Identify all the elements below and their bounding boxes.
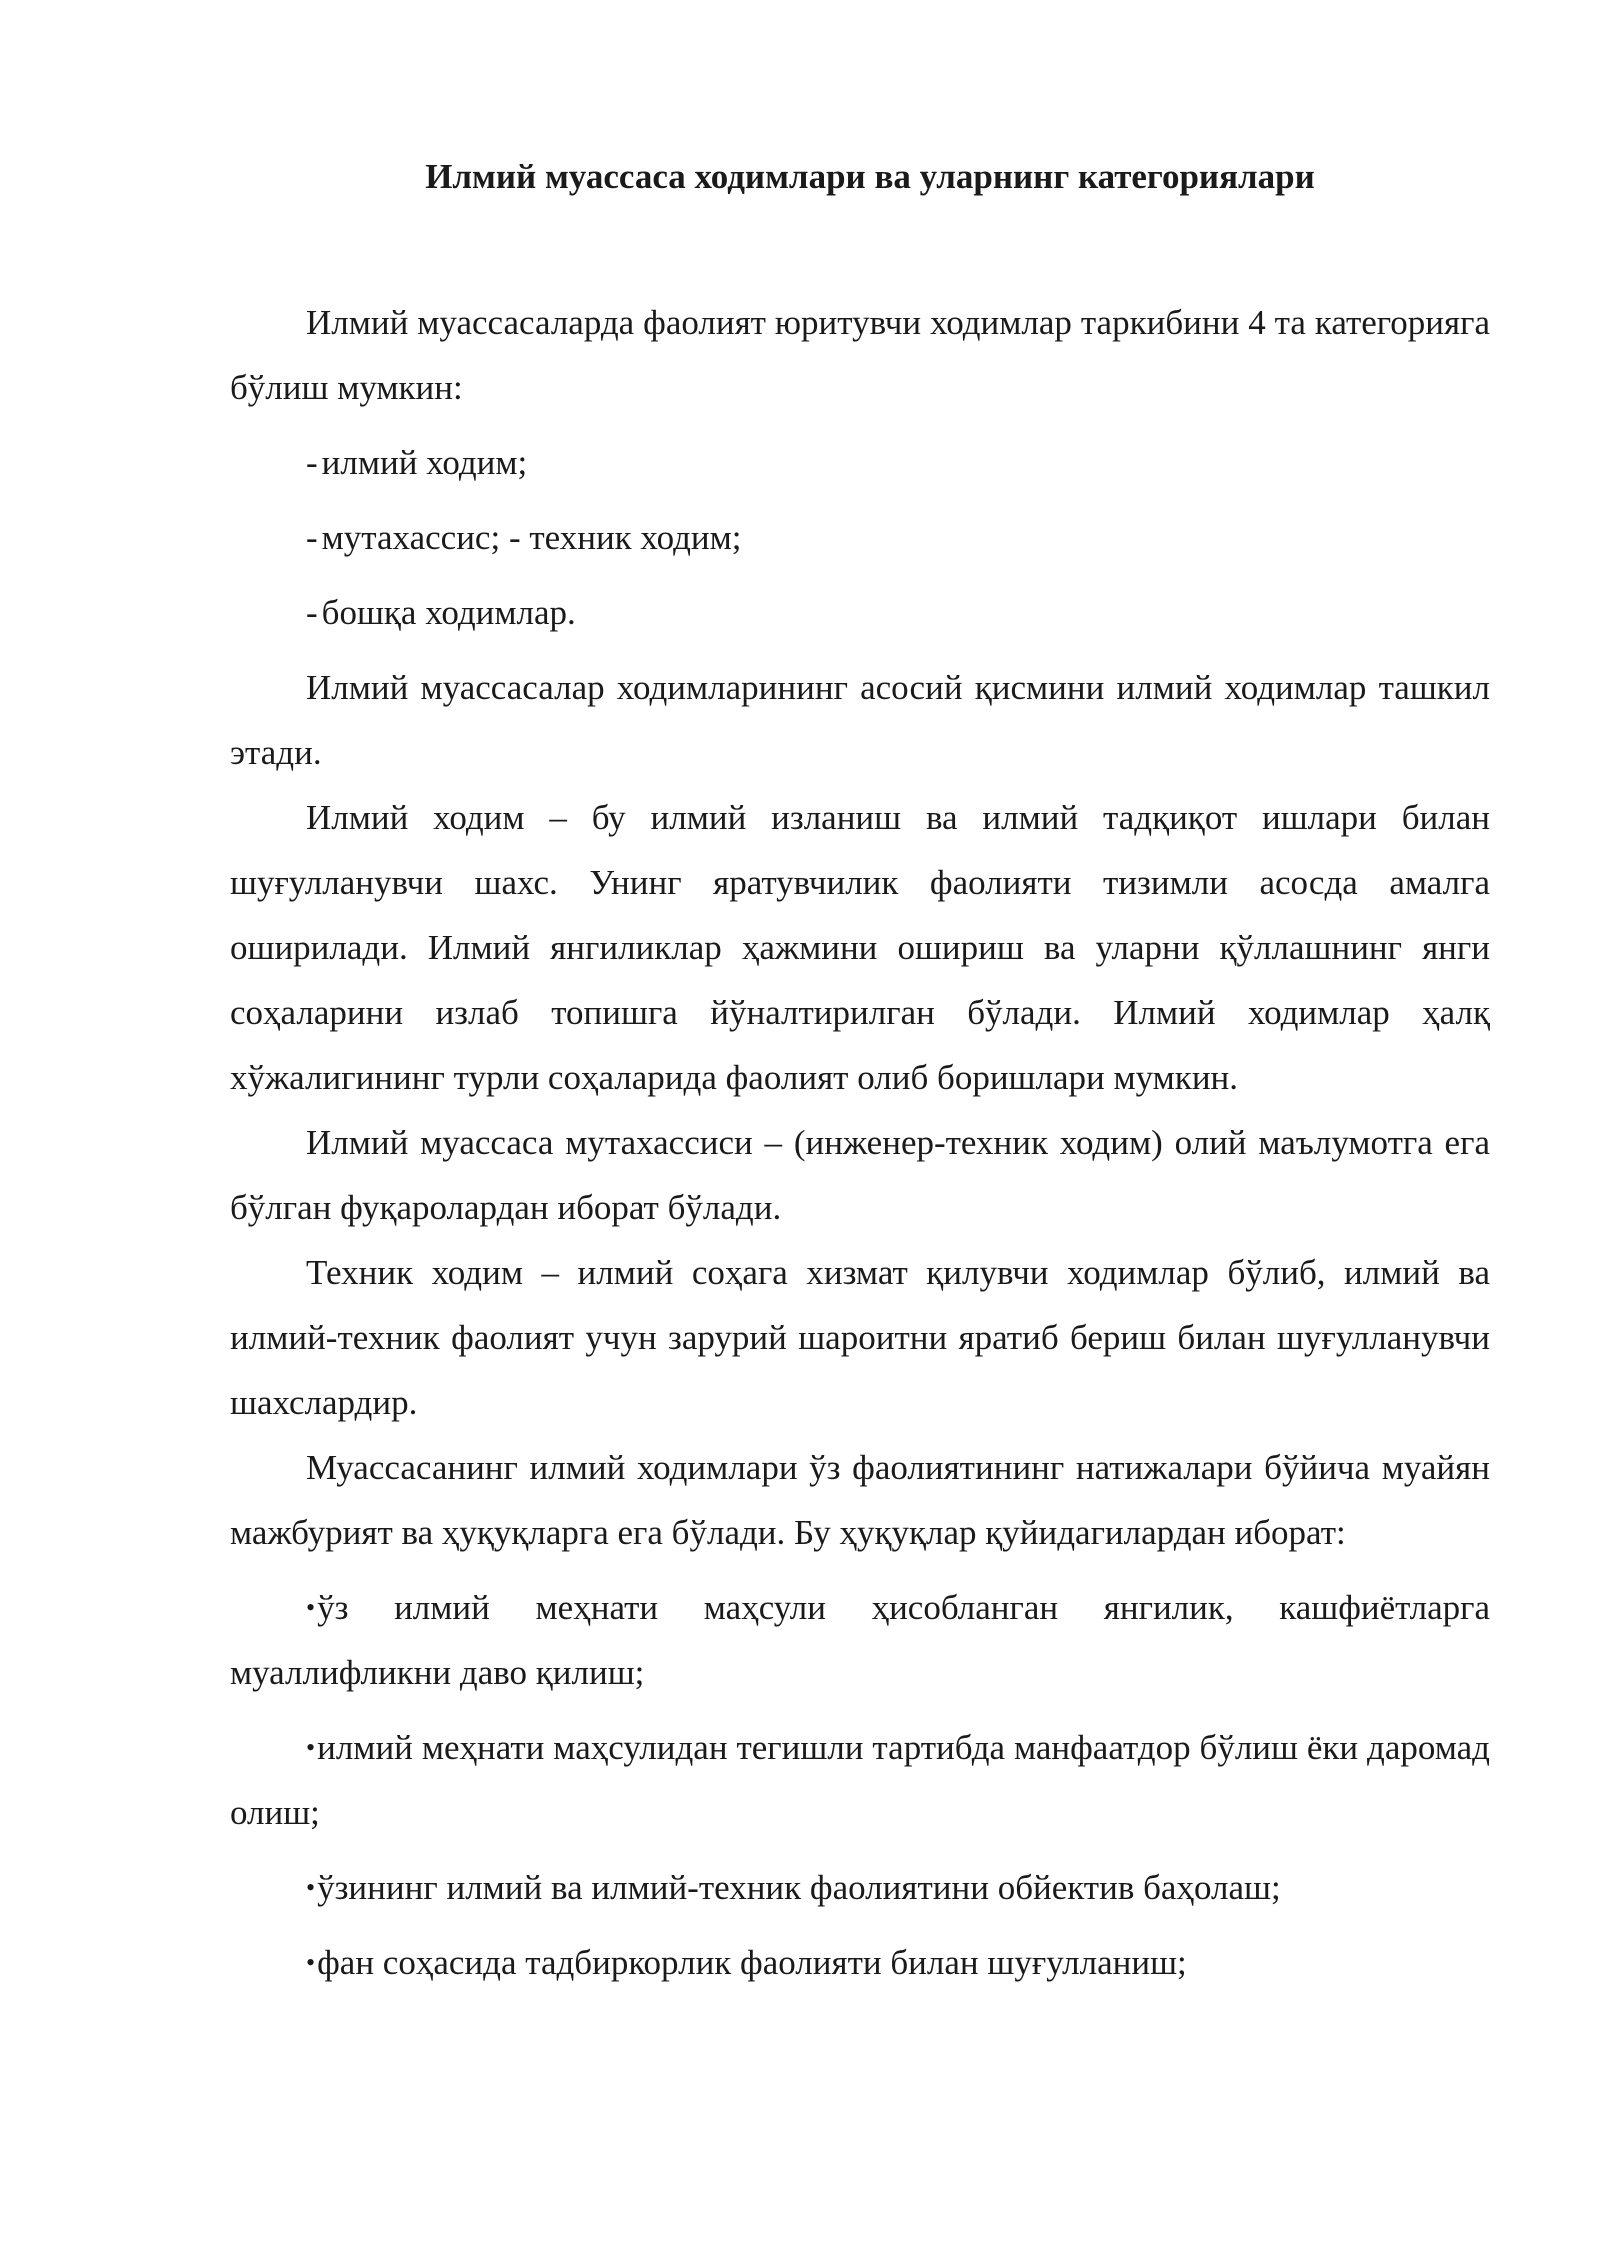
body-paragraph: Илмий ходим – бу илмий изланиш ва илмий тадқиқот ишлари билан шуғулланувчи шахс. Унинг яратувчилик фаолияти тизимли асосда амалга оширилади. Илмий янгиликлар ҳажмини ошириш ва уларни қўллашнинг янги соҳаларини излаб топишга йўналтирилган бўлади. Илмий ходимлар ҳалқ хўжалигининг турли соҳаларида фаолият олиб боришлари мумкин. bbox=[230, 798, 1490, 1097]
body-paragraph: Илмий муассаса мутахассиси – (инженер-техник ходим) олий маълумотга ега бўлган фуқаролардан иборат бўлади. bbox=[230, 1123, 1490, 1227]
rights-text: ўз илмий меҳнати маҳсули ҳисобланган янгилик, кашфиётларга муаллифликни даво қилиш; bbox=[230, 1588, 1490, 1692]
category-item bbox=[230, 430, 1490, 495]
category-text: илмий ходим; bbox=[321, 443, 528, 482]
rights-text: илмий меҳнати маҳсулидан тегишли тартибда манфаатдор бўлиш ёки даромад олиш; bbox=[230, 1728, 1490, 1832]
document-page bbox=[230, 140, 1490, 2005]
rights-item bbox=[230, 1715, 1490, 1845]
rights-text: фан соҳасида тадбиркорлик фаолияти билан шуғулланиш; bbox=[317, 1943, 1187, 1982]
bullet-icon: • bbox=[306, 1948, 316, 1977]
rights-item bbox=[230, 1930, 1490, 1995]
category-text: бошқа ходимлар. bbox=[321, 593, 576, 632]
bullet-icon: • bbox=[306, 1593, 316, 1622]
bullet-icon: • bbox=[306, 1733, 316, 1762]
body-paragraph: Техник ходим – илмий соҳага хизмат қилувчи ходимлар бўлиб, илмий ва илмий-техник фаолият учун зарурий шароитни яратиб бериш билан шуғулланувчи шахслардир. bbox=[230, 1253, 1490, 1422]
body-paragraph: Илмий муассасалар ходимларининг асосий қисмини илмий ходимлар ташкил этади. bbox=[230, 668, 1490, 772]
rights-text: ўзининг илмий ва илмий-техник фаолиятини обйектив баҳолаш; bbox=[317, 1868, 1281, 1907]
dash-marker: - bbox=[306, 593, 318, 632]
categories-list bbox=[230, 430, 1490, 645]
bullet-icon: • bbox=[306, 1873, 316, 1902]
rights-list bbox=[230, 1575, 1490, 1995]
document-title: Илмий муассаса ходимлари ва уларнинг категориялари bbox=[425, 157, 1315, 196]
dash-marker: - bbox=[306, 443, 318, 482]
rights-item bbox=[230, 1575, 1490, 1705]
category-item bbox=[230, 505, 1490, 570]
intro-paragraph: Илмий муассасаларда фаолият юритувчи ходимлар таркибини 4 та категорияга бўлиш мумкин: bbox=[230, 303, 1490, 407]
body-paragraph: Муассасанинг илмий ходимлари ўз фаолиятининг натижалари бўйича муайян мажбурият ва ҳуқуқларга ега бўлади. Бу ҳуқуқлар қуйидагилардан иборат: bbox=[230, 1448, 1490, 1552]
rights-item bbox=[230, 1855, 1490, 1920]
category-text: мутахассис; - техник ходим; bbox=[321, 518, 742, 557]
category-item bbox=[230, 580, 1490, 645]
dash-marker: - bbox=[306, 518, 318, 557]
